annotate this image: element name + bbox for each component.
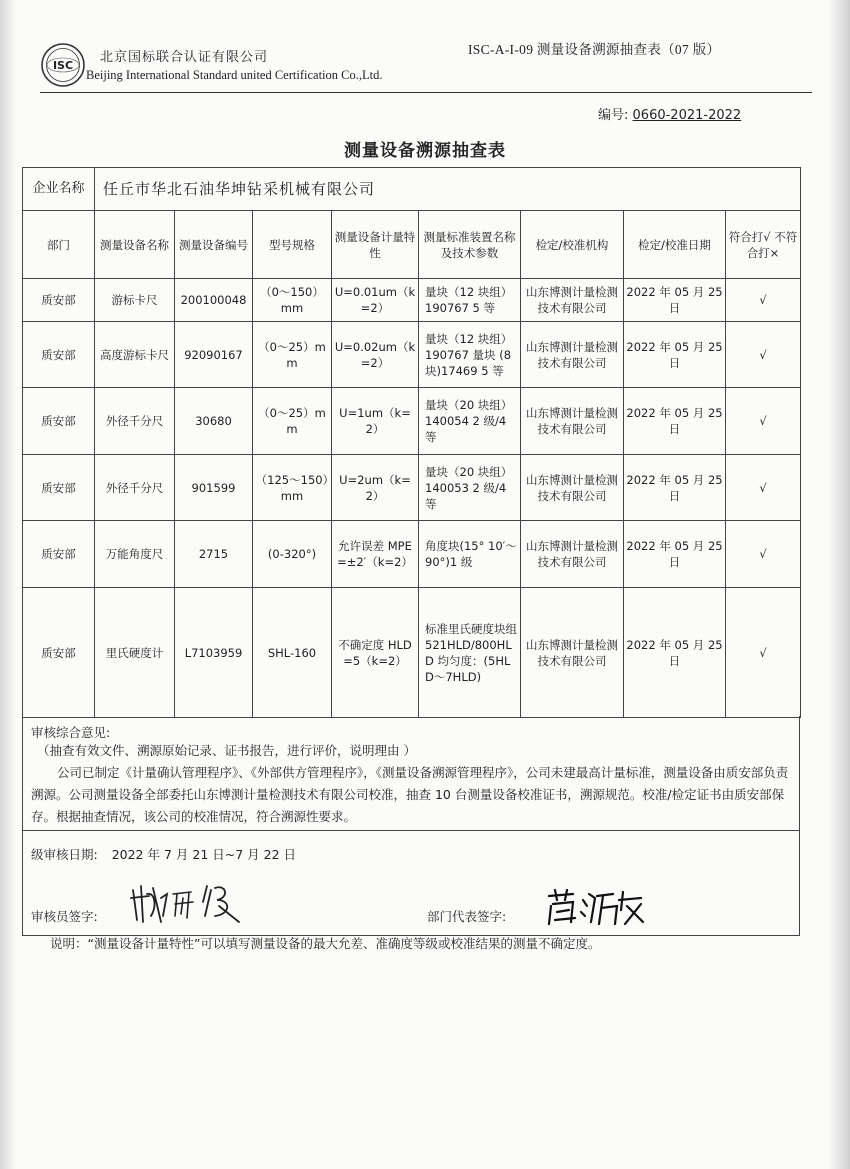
cell-spec: U=2um（k=2） (332, 455, 419, 521)
cell-no: 901599 (175, 455, 253, 521)
table-row (23, 279, 801, 322)
cell-no: 200100048 (175, 279, 253, 322)
cell-dept: 质安部 (23, 455, 95, 521)
form-code: ISC-A-I-09 测量设备溯源抽查表（07 版） (468, 42, 721, 57)
col-header-org: 检定/校准机构 (521, 211, 624, 279)
cell-org: 山东博测计量检测技术有限公司 (521, 588, 624, 718)
cell-spec: U=0.02um（k=2） (332, 322, 419, 388)
col-header-std: 测量标准装置名称及技术参数 (419, 211, 521, 279)
cell-date: 2022 年 05 月 25 日 (624, 388, 726, 455)
logo-text: ISC (52, 59, 74, 72)
company-logo (40, 42, 86, 88)
cell-ok: √ (726, 279, 801, 322)
footnote: 说明：“测量设备计量特性”可以填写测量设备的最大允差、准确度等级或校准结果的测量不确定度。 (50, 936, 601, 951)
table-row (23, 521, 801, 588)
cell-std: 量块（12 块组）190767 5 等 (419, 279, 521, 322)
cell-date: 2022 年 05 月 25 日 (624, 279, 726, 322)
cell-ok: √ (726, 521, 801, 588)
cell-org: 山东博测计量检测技术有限公司 (521, 322, 624, 388)
col-header-ok: 符合打√ 不符合打× (726, 211, 801, 279)
serial-value: 0660-2021-2022 (632, 108, 742, 123)
review-date-value: 2022 年 7 月 21 日~7 月 22 日 (111, 847, 296, 862)
table-row (23, 322, 801, 388)
auditor-label: 审核员签字: (31, 909, 98, 924)
cell-no: 2715 (175, 521, 253, 588)
cell-name: 外径千分尺 (95, 455, 175, 521)
cell-date: 2022 年 05 月 25 日 (624, 521, 726, 588)
review-subtitle: （抽查有效文件、溯源原始记录、证书报告，进行评价，说明理由 ） (37, 743, 416, 758)
cell-model: （0～150）mm (253, 279, 332, 322)
cell-model: （125～150）mm (253, 455, 332, 521)
company-label: 企业名称 (23, 168, 95, 211)
col-header-spec: 测量设备计量特性 (332, 211, 419, 279)
cell-dept: 质安部 (23, 588, 95, 718)
cell-std: 量块（12 块组）190767 量块 (8 块)17469 5 等 (419, 322, 521, 388)
col-header-name: 测量设备名称 (95, 211, 175, 279)
cell-date: 2022 年 05 月 25 日 (624, 588, 726, 718)
header-rule (40, 92, 812, 93)
review-date-label: 级审核日期: (31, 847, 98, 862)
cell-spec: U=1um（k=2） (332, 388, 419, 455)
cell-dept: 质安部 (23, 388, 95, 455)
cell-no: 92090167 (175, 322, 253, 388)
table-row (23, 588, 801, 718)
col-header-no: 测量设备编号 (175, 211, 253, 279)
cell-org: 山东博测计量检测技术有限公司 (521, 455, 624, 521)
review-section (22, 716, 800, 936)
cell-spec: U=0.01um（k=2） (332, 279, 419, 322)
serial-number (598, 104, 741, 123)
cell-model: (0-320°) (253, 521, 332, 588)
department-rep-signature (543, 886, 653, 930)
cell-date: 2022 年 05 月 25 日 (624, 455, 726, 521)
page-title: 测量设备溯源抽查表 (344, 141, 506, 161)
cell-name: 游标卡尺 (95, 279, 175, 322)
col-header-model: 型号规格 (253, 211, 332, 279)
cell-std: 标准里氏硬度块组 521HLD/800HLD 均匀度：(5HLD～7HLD) (419, 588, 521, 718)
review-divider (23, 830, 799, 831)
company-name: 任丘市华北石油华坤钻采机械有限公司 (95, 168, 801, 211)
col-header-dept: 部门 (23, 211, 95, 279)
scan-edge-right (828, 0, 850, 1169)
scan-edge-left (0, 0, 16, 1169)
table-row (23, 388, 801, 455)
auditor-signature (127, 876, 247, 928)
cell-name: 万能角度尺 (95, 521, 175, 588)
cell-no: 30680 (175, 388, 253, 455)
col-header-date: 检定/校准日期 (624, 211, 726, 279)
cell-name: 高度游标卡尺 (95, 322, 175, 388)
serial-label: 编号: (598, 108, 629, 123)
cell-ok: √ (726, 388, 801, 455)
cell-std: 角度块(15° 10′～90°)1 级 (419, 521, 521, 588)
cell-no: L7103959 (175, 588, 253, 718)
cell-ok: √ (726, 322, 801, 388)
review-date (31, 844, 296, 866)
cell-std: 量块（20 块组）140054 2 级/4 等 (419, 388, 521, 455)
cell-dept: 质安部 (23, 322, 95, 388)
cell-ok: √ (726, 455, 801, 521)
cell-spec: 不确定度 HLD=5（k=2） (332, 588, 419, 718)
audit-table (22, 167, 801, 718)
cell-model: （0～25）mm (253, 388, 332, 455)
cell-ok: √ (726, 588, 801, 718)
cell-org: 山东博测计量检测技术有限公司 (521, 388, 624, 455)
cell-dept: 质安部 (23, 521, 95, 588)
cell-spec: 允许误差 MPE=±2′（k=2） (332, 521, 419, 588)
review-body: 公司已制定《计量确认管理程序》、《外部供方管理程序》，《测量设备溯源管理程序》，公司未建最高计量标准，测量设备由质安部负责溯源。公司测量设备全部委托山东博测计量检测技术有限公司校准，抽查 10 台测量设备校准证书，溯源规范。校准/检定证书由质安部保存。根据抽查情况，该公司的校准情况，符合溯源性要求。 (31, 765, 789, 824)
cell-model: （0～25）mm (253, 322, 332, 388)
company-name-cn: 北京国标联合认证有限公司 (100, 50, 269, 65)
cell-name: 里氏硬度计 (95, 588, 175, 718)
company-row (23, 168, 801, 211)
department-rep-label: 部门代表签字: (427, 909, 507, 924)
header-row (23, 211, 801, 279)
cell-org: 山东博测计量检测技术有限公司 (521, 521, 624, 588)
cell-org: 山东博测计量检测技术有限公司 (521, 279, 624, 322)
cell-dept: 质安部 (23, 279, 95, 322)
review-title: 审核综合意见: (31, 725, 111, 740)
company-name-en: Beijing International Standard united Certification Co.,Ltd. (86, 68, 383, 82)
table-row (23, 455, 801, 521)
cell-std: 量块（20 块组）140053 2 级/4 等 (419, 455, 521, 521)
cell-model: SHL-160 (253, 588, 332, 718)
cell-date: 2022 年 05 月 25 日 (624, 322, 726, 388)
cell-name: 外径千分尺 (95, 388, 175, 455)
